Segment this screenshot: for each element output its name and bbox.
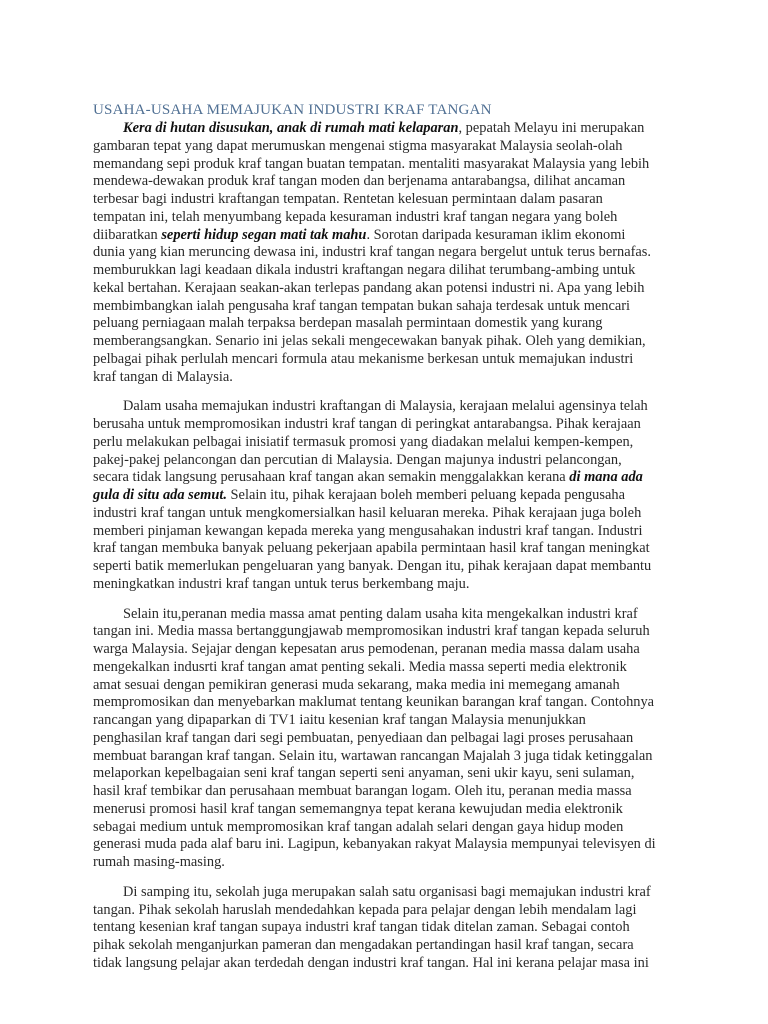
text-segment: membuat barangan kraf tangan. Selain itu, wartawan rancangan Majalah 3 juga tidak ketinggalan bbox=[93, 747, 653, 764]
text-segment: gambaran tepat yang dapat merumuskan mengenai stigma masyarakat Malaysia seolah-olah bbox=[93, 137, 623, 154]
text-line bbox=[93, 765, 723, 783]
text-segment: generasi muda pada alaf baru ini. Lagipun, kebanyakan rakyat Malaysia mempunyai televisyen di bbox=[93, 836, 656, 853]
emphasized-proverb: di mana ada bbox=[569, 469, 643, 486]
text-segment: hasil kraf tembikar dan perusahaan membuat barangan logam. Oleh itu, peranan media massa bbox=[93, 783, 632, 799]
text-segment: kraf tangan membuka banyak peluang pekerjaan apabila permintaan hasil kraf tangan meningkat bbox=[93, 540, 650, 557]
text-segment: pelbagai pihak perlulah mencari formula atau mekanisme berkesan untuk memajukan industri bbox=[93, 350, 634, 367]
text-line bbox=[93, 227, 723, 245]
text-segment: tempatan ini, telah menyumbang kepada kesuraman industri kraf tangan negara yang boleh bbox=[93, 208, 618, 225]
document-body bbox=[93, 120, 723, 985]
text-segment: mendewa-dewakan produk kraf tangan moden dan berjenama antarabangsa, dilihat ancaman bbox=[93, 173, 626, 190]
text-line bbox=[93, 244, 723, 262]
text-segment: kraf tangan di Malaysia. bbox=[93, 368, 233, 385]
text-line bbox=[93, 209, 723, 227]
text-segment: peluang perniagaan malah terpaksa berdepan masalah permintaan domestik yang kurang bbox=[93, 315, 603, 332]
paragraph-4 bbox=[93, 884, 723, 973]
emphasized-proverb: Kera di hutan disusukan, anak di rumah mati kelaparan bbox=[123, 120, 459, 136]
text-segment: meningkatkan industri kraf tangan untuk terus berkembang maju. bbox=[93, 575, 470, 592]
text-segment: menerusi promosi hasil kraf tangan sememangnya tepat kerana kewujudan media elektronik bbox=[93, 800, 623, 817]
text-segment: kekal bertahan. Kerajaan seakan-akan terlepas pandang akan potensi industri ni. Apa yang lebih bbox=[93, 279, 645, 296]
text-line bbox=[93, 452, 723, 470]
text-segment: rancangan yang dipaparkan di TV1 iaitu kesenian kraf tangan Malaysia menunjukkan bbox=[93, 712, 586, 728]
text-segment: pihak sekolah menganjurkan pameran dan mengadakan pertandingan hasil kraf tangan, secara bbox=[93, 937, 634, 953]
text-line bbox=[93, 955, 723, 973]
text-segment: terbesar bagi industri kraftangan tempatan. Rentetan kelesuan permintaan dalam pasaran bbox=[93, 191, 603, 207]
text-line bbox=[93, 262, 723, 280]
text-segment: seperti batik memerlukan pengeluaran yang banyak. Dengan itu, pihak kerajaan dapat membantu bbox=[93, 558, 652, 574]
text-line bbox=[93, 315, 723, 333]
text-segment: mempromosikan dan menyebarkan maklumat tentang keunikan barangan kraf tangan. Contohnya bbox=[93, 694, 655, 711]
text-line bbox=[93, 398, 723, 416]
text-line bbox=[93, 558, 723, 576]
text-line bbox=[93, 298, 723, 316]
text-segment: amat sesuai dengan pemikiran generasi muda sekarang, maka media ini memegang amanah bbox=[93, 676, 620, 693]
emphasized-proverb: seperti hidup segan mati tak mahu bbox=[161, 226, 367, 243]
text-line bbox=[93, 854, 723, 872]
paragraph-1 bbox=[93, 120, 723, 386]
text-segment: tidak langsung pelajar akan terdedah dengan industri kraf tangan. Hal ini kerana pelajar masa ini bbox=[93, 954, 649, 971]
text-segment: Dalam usaha memajukan industri kraftangan di Malaysia, kerajaan melalui agensinya telah bbox=[123, 398, 648, 415]
text-line bbox=[93, 280, 723, 298]
text-line bbox=[93, 659, 723, 677]
text-segment: . Sorotan daripada kesuraman iklim ekonomi bbox=[366, 226, 626, 243]
text-line bbox=[93, 333, 723, 351]
text-line bbox=[93, 416, 723, 434]
text-line bbox=[93, 783, 723, 801]
text-line bbox=[93, 623, 723, 641]
text-segment: tentang kesenian kraf tangan supaya industri kraf tangan tidak ditelan zaman. Sebagai contoh bbox=[93, 919, 630, 936]
text-line bbox=[93, 748, 723, 766]
text-segment: , pepatah Melayu ini merupakan bbox=[458, 120, 645, 136]
text-segment: mengekalkan indusrti kraf tangan amat penting sekali. Media massa seperti media elektronik bbox=[93, 658, 627, 675]
text-line bbox=[93, 606, 723, 624]
text-line bbox=[93, 173, 723, 191]
text-segment: melaporkan kepelbagaian seni kraf tangan seperti seni anyaman, seni ukir kayu, seni sulaman, bbox=[93, 765, 635, 782]
text-line bbox=[93, 576, 723, 594]
text-segment: dunia yang kian meruncing dewasa ini, industri kraf tangan negara bergelut untuk terus bernafas. bbox=[93, 244, 651, 261]
text-line bbox=[93, 120, 723, 138]
text-segment: Selain itu,peranan media massa amat penting dalam usaha kita mengekalkan industri kraf bbox=[123, 605, 638, 622]
text-line bbox=[93, 919, 723, 937]
text-line bbox=[93, 487, 723, 505]
text-segment: pakej-pakej pelancongan dan percutian di Malaysia. Dengan majunya industri pelancongan, bbox=[93, 451, 622, 468]
text-line bbox=[93, 523, 723, 541]
text-segment: industri kraf tangan untuk mengkomersialkan hasil keluaran mereka. Pihak kerajaan juga boleh bbox=[93, 504, 642, 521]
text-segment: perlu melakukan pelbagai inisiatif termasuk promosi yang diadakan melalui kempen-kempen, bbox=[93, 433, 634, 450]
text-segment: memberi pinjaman kewangan kepada mereka yang mengusahakan industri kraf tangan. Industri bbox=[93, 522, 643, 539]
text-segment: tangan. Pihak sekolah haruslah mendedahkan kepada para pelajar dengan lebih mendalam lagi bbox=[93, 901, 637, 918]
text-line bbox=[93, 730, 723, 748]
text-line bbox=[93, 156, 723, 174]
text-line bbox=[93, 469, 723, 487]
text-line bbox=[93, 505, 723, 523]
text-line bbox=[93, 191, 723, 209]
paragraph-2 bbox=[93, 398, 723, 593]
text-segment: tangan ini. Media massa bertanggungjawab mempromosikan industri kraf tangan kepada seluruh bbox=[93, 623, 650, 640]
text-segment: rumah masing-masing. bbox=[93, 854, 225, 870]
text-segment: warga Malaysia. Sejajar dengan kepesatan arus pemodenan, peranan media massa dalam usaha bbox=[93, 641, 640, 657]
text-line bbox=[93, 677, 723, 695]
text-line bbox=[93, 819, 723, 837]
text-line bbox=[93, 351, 723, 369]
text-segment: diibaratkan bbox=[93, 226, 162, 243]
document-heading: USAHA-USAHA MEMAJUKAN INDUSTRI KRAF TANGAN bbox=[93, 102, 492, 118]
text-segment: sebagai medium untuk mempromosikan kraf tangan adalah selari dengan gaya hidup moden bbox=[93, 818, 624, 835]
text-line bbox=[93, 540, 723, 558]
text-line bbox=[93, 937, 723, 955]
text-segment: Di samping itu, sekolah juga merupakan salah satu organisasi bagi memajukan industri kraf bbox=[123, 883, 651, 900]
text-line bbox=[93, 902, 723, 920]
emphasized-proverb: gula di situ ada semut. bbox=[93, 487, 227, 503]
text-line bbox=[93, 369, 723, 387]
text-segment: secara tidak langsung perusahaan kraf tangan akan semakin menggalakkan kerana bbox=[93, 469, 570, 486]
text-line bbox=[93, 801, 723, 819]
text-line bbox=[93, 138, 723, 156]
text-line bbox=[93, 836, 723, 854]
text-segment: membimbangkan ialah pengusaha kraf tangan tempatan bukan sahaja terdesak untuk mencari bbox=[93, 297, 631, 314]
text-segment: berusaha untuk mempromosikan industri kraf tangan di peringkat antarabangsa. Pihak kerajaan bbox=[93, 416, 641, 432]
text-line bbox=[93, 434, 723, 452]
text-line bbox=[93, 641, 723, 659]
text-segment: penghasilan kraf tangan dari segi pembuatan, penyediaan dan pelbagai lagi proses perusahaan bbox=[93, 729, 634, 746]
text-line bbox=[93, 712, 723, 730]
text-segment: memberangsangkan. Senario ini jelas sekali mengecewakan banyak pihak. Oleh yang demikian, bbox=[93, 333, 646, 349]
text-segment: memandang sepi produk kraf tangan buatan tempatan. mentaliti masyarakat Malaysia yang lebih bbox=[93, 155, 650, 172]
text-line bbox=[93, 694, 723, 712]
text-line bbox=[93, 884, 723, 902]
text-segment: Selain itu, pihak kerajaan boleh memberi peluang kepada pengusaha bbox=[226, 487, 625, 503]
text-segment: memburukkan lagi keadaan dikala industri kraftangan negara dilihat terumbang-ambing untuk bbox=[93, 262, 636, 278]
paragraph-3 bbox=[93, 606, 723, 872]
